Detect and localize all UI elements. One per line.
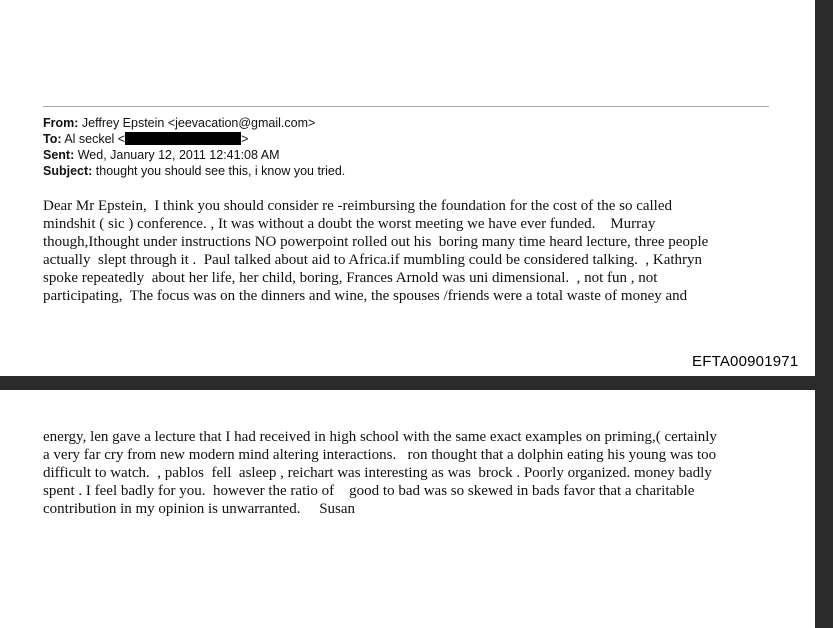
body-line: spent . I feel badly for you. however the ratio of good to bad was so skewed in bads favor that a charitable xyxy=(43,483,695,499)
bates-stamp: EFTA00901971 xyxy=(692,353,799,370)
document-page-2 xyxy=(0,390,815,628)
body-line: contribution in my opinion is unwarranted. Susan xyxy=(43,501,356,517)
body-line: actually slept through it . Paul talked about aid to Africa.if mumbling could be considered talking. , Kathryn xyxy=(43,252,703,268)
to-value-suffix: > xyxy=(241,132,249,146)
from-label: From: xyxy=(43,116,79,130)
email-header xyxy=(43,115,345,179)
body-line: spoke repeatedly about her life, her child, boring, Frances Arnold was uni dimensional. , not fun , not xyxy=(43,270,658,286)
to-row xyxy=(43,131,345,147)
body-line: participating, The focus was on the dinners and wine, the spouses /friends were a total waste of money and xyxy=(43,288,688,304)
from-row xyxy=(43,115,345,131)
redaction-box xyxy=(125,132,241,145)
body-line: difficult to watch. , pablos fell asleep , reichart was interesting as was brock . Poorly organized. money badly xyxy=(43,465,712,481)
to-label: To: xyxy=(43,132,62,146)
subject-label: Subject: xyxy=(43,164,93,178)
body-line: a very far cry from new modern mind altering interactions. ron thought that a dolphin eating his young was too xyxy=(43,447,717,463)
sent-row xyxy=(43,147,345,163)
page-separator xyxy=(0,376,833,390)
body-line: Dear Mr Epstein, I think you should consider re -reimbursing the foundation for the cost of the so called xyxy=(43,198,673,214)
email-body-page-2 xyxy=(43,428,783,518)
subject-row xyxy=(43,163,345,179)
body-line: though,Ithought under instructions NO powerpoint rolled out his boring many time heard lecture, three people xyxy=(43,234,709,250)
to-value-prefix: Al seckel < xyxy=(64,132,126,146)
body-line: energy, len gave a lecture that I had received in high school with the same exact examples on priming,( certainly xyxy=(43,429,717,445)
from-value: Jeffrey Epstein <jeevacation@gmail.com> xyxy=(81,116,316,130)
body-line: mindshit ( sic ) conference. , It was without a doubt the worst meeting we have ever funded. Murray xyxy=(43,216,656,232)
header-divider xyxy=(43,106,769,107)
viewer-scrollbar-track[interactable] xyxy=(815,0,833,628)
subject-value: thought you should see this, i know you tried. xyxy=(95,164,346,178)
email-body-page-1 xyxy=(43,197,783,305)
sent-label: Sent: xyxy=(43,148,75,162)
sent-value: Wed, January 12, 2011 12:41:08 AM xyxy=(77,148,280,162)
